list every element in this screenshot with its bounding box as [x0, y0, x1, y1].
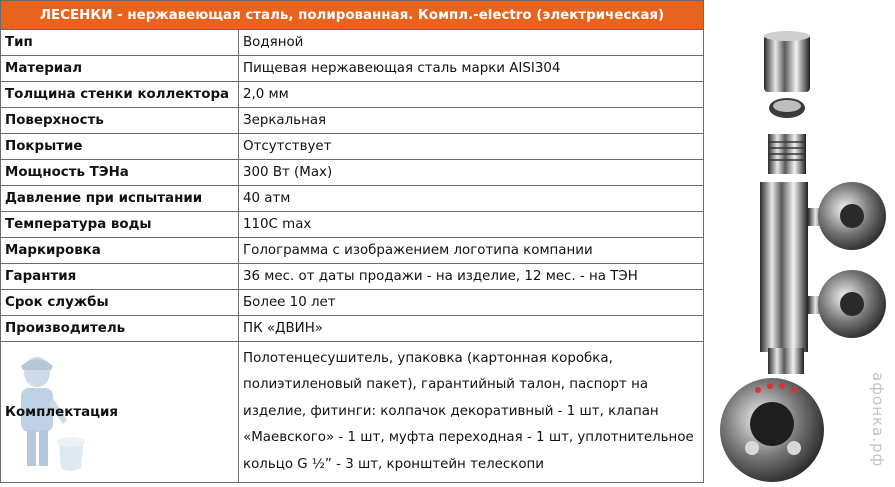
table-row: [1, 238, 704, 264]
row-label: Поверхность: [1, 108, 239, 134]
table-row: [1, 186, 704, 212]
row-label: Покрытие: [1, 134, 239, 160]
row-label: Материал: [1, 56, 239, 82]
table-row: [1, 316, 704, 342]
row-label: Срок службы: [1, 290, 239, 316]
row-value: 40 атм: [239, 186, 704, 212]
table-row: [1, 134, 704, 160]
row-value: Отсутствует: [239, 134, 704, 160]
kit-label-cell: [1, 342, 239, 483]
kit-row: [1, 342, 704, 483]
row-label: Мощность ТЭНа: [1, 160, 239, 186]
row-label: Тип: [1, 30, 239, 56]
table-row: [1, 290, 704, 316]
table-row: [1, 264, 704, 290]
row-label: Температура воды: [1, 212, 239, 238]
row-label: Давление при испытании: [1, 186, 239, 212]
title-row: [1, 1, 704, 30]
row-label: Производитель: [1, 316, 239, 342]
row-value: 36 мес. от даты продажи - на изделие, 12 мес. - на ТЭН: [239, 264, 704, 290]
row-label: Маркировка: [1, 238, 239, 264]
heating-element-assembly-icon: [712, 30, 892, 485]
row-value: Более 10 лет: [239, 290, 704, 316]
table-row: [1, 56, 704, 82]
table-row: [1, 212, 704, 238]
table-title: ЛЕСЕНКИ - нержавеющая сталь, полированная. Компл.-electro (электрическая): [1, 1, 704, 30]
row-value: 300 Вт (Max): [239, 160, 704, 186]
row-label: Гарантия: [1, 264, 239, 290]
row-value: 2,0 мм: [239, 82, 704, 108]
watermark: афонка.рф: [869, 372, 887, 468]
kit-label: Комплектация: [5, 404, 119, 420]
row-label: Толщина стенки коллектора: [1, 82, 239, 108]
row-value: 110С max: [239, 212, 704, 238]
row-value: ПК «ДВИН»: [239, 316, 704, 342]
table-row: [1, 108, 704, 134]
row-value: Водяной: [239, 30, 704, 56]
kit-value: Полотенцесушитель, упаковка (картонная коробка, полиэтиленовый пакет), гарантийный талон, паспорт на изделие, фитинги: колпачок декоративный - 1 шт, клапан «Маевского» - 1 шт, муфта переходная - 1 шт, уплотнительное кольцо G ½” - 3 шт, кронштейн телескопи: [239, 342, 704, 483]
row-value: Пищевая нержавеющая сталь марки AISI304: [239, 56, 704, 82]
table-row: [1, 30, 704, 56]
row-value: Голограмма с изображением логотипа компании: [239, 238, 704, 264]
table-row: [1, 82, 704, 108]
table-row: [1, 160, 704, 186]
row-value: Зеркальная: [239, 108, 704, 134]
